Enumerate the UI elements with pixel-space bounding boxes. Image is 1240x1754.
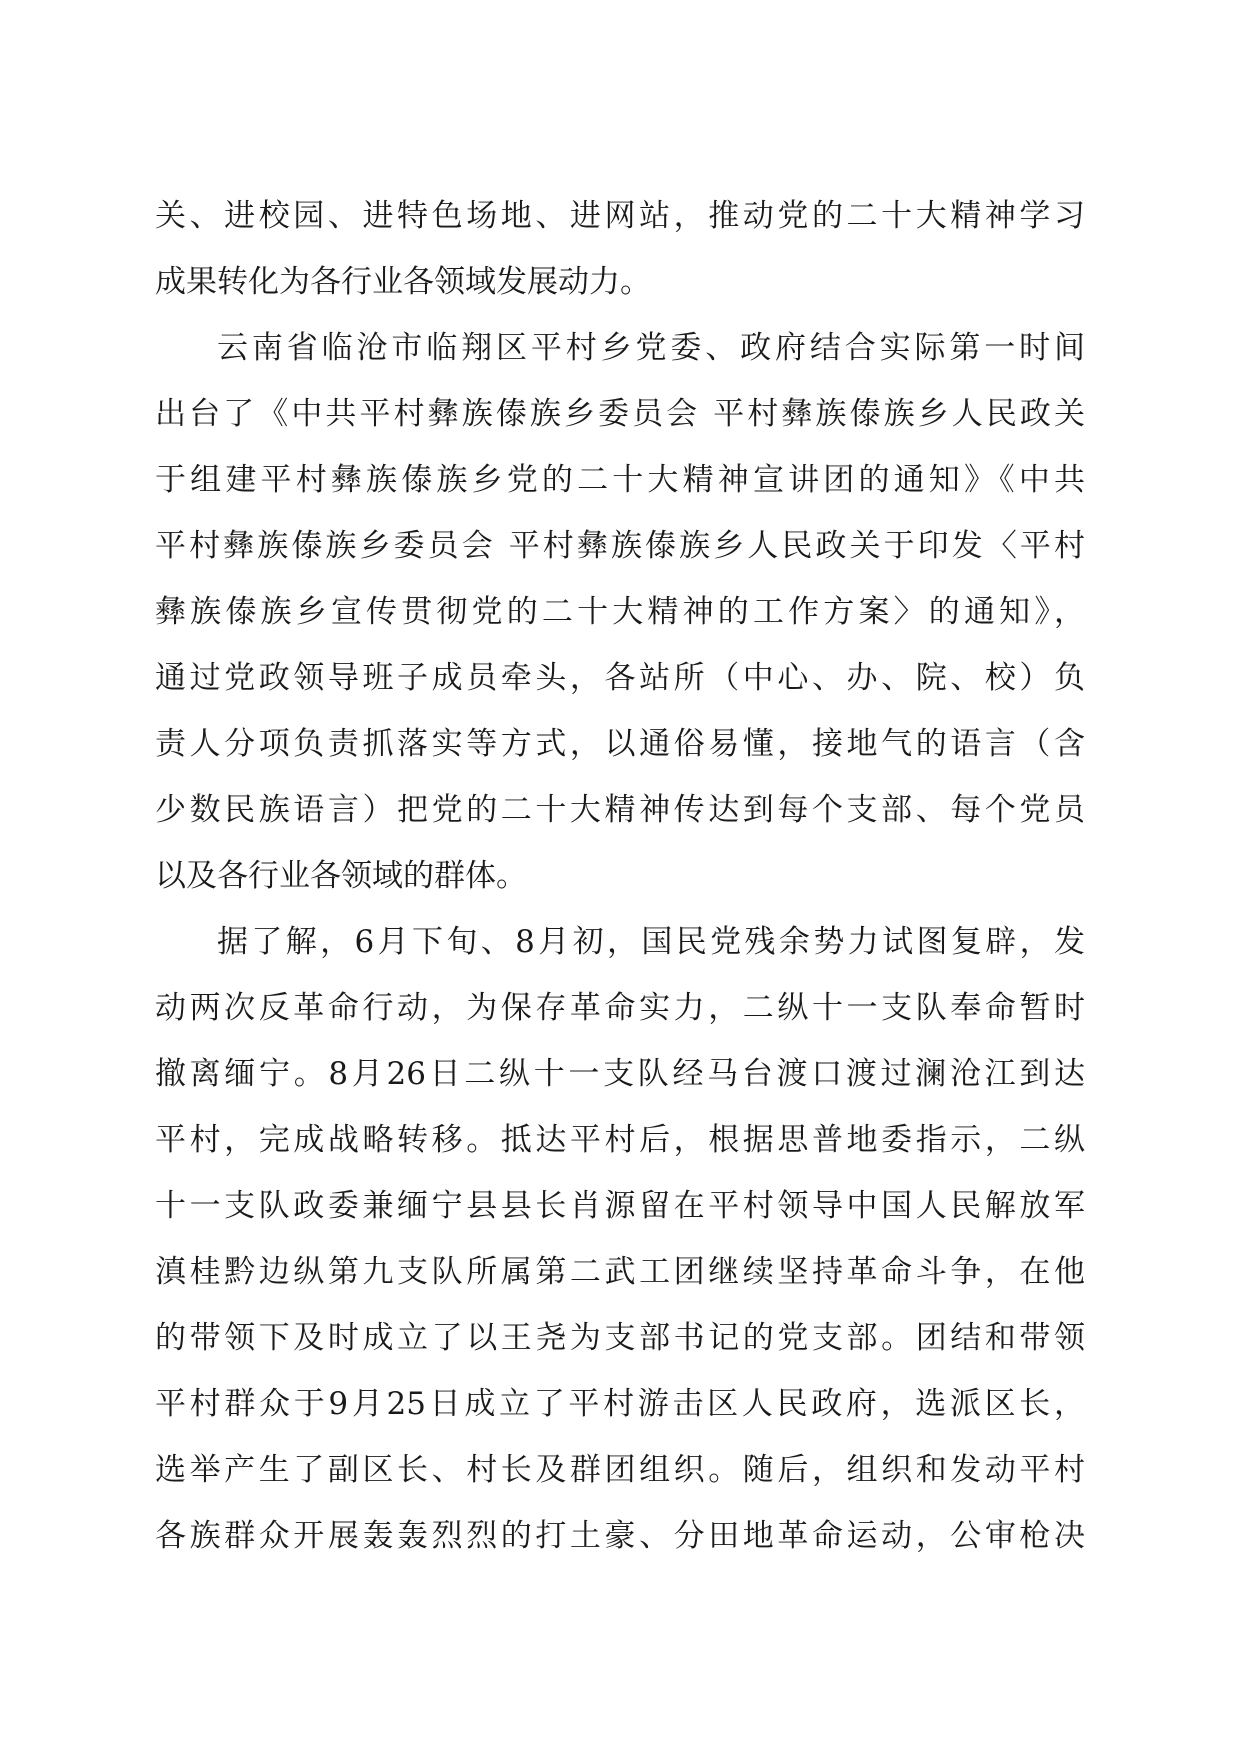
text-line: 平村群众于9月25日成立了平村游击区人民政府，选派区长，	[155, 1386, 1085, 1422]
paragraph-1	[155, 183, 1085, 315]
text-line: 撤离缅宁。8月26日二纵十一支队经马台渡口渡过澜沧江到达	[155, 1056, 1085, 1092]
text-line: 关、进校园、进特色场地、进网站，推动党的二十大精神学习	[155, 198, 1085, 234]
text-line: 成果转化为各行业各领域发展动力。	[155, 264, 651, 300]
text-line: 责人分项负责抓落实等方式，以通俗易懂，接地气的语言（含	[155, 726, 1085, 762]
text-line: 出台了《中共平村彝族傣族乡委员会 平村彝族傣族乡人民政关	[155, 396, 1085, 432]
text-line: 选举产生了副区长、村长及群团组织。随后，组织和发动平村	[155, 1452, 1085, 1488]
text-line: 平村彝族傣族乡委员会 平村彝族傣族乡人民政关于印发〈平村	[155, 528, 1085, 564]
text-line: 通过党政领导班子成员牵头，各站所（中心、办、院、校）负	[155, 660, 1085, 696]
text-line: 彝族傣族乡宣传贯彻党的二十大精神的工作方案〉的通知》，	[155, 594, 1085, 630]
text-line: 于组建平村彝族傣族乡党的二十大精神宣讲团的通知》《中共	[155, 462, 1085, 498]
text-line: 少数民族语言）把党的二十大精神传达到每个支部、每个党员	[155, 792, 1085, 828]
text-line: 据了解，6月下旬、8月初，国民党残余势力试图复辟，发	[217, 924, 1085, 960]
text-line: 平村，完成战略转移。抵达平村后，根据思普地委指示，二纵	[155, 1122, 1085, 1158]
document-body	[155, 183, 1085, 1569]
paragraph-3	[155, 909, 1085, 1569]
text-line: 滇桂黔边纵第九支队所属第二武工团继续坚持革命斗争，在他	[155, 1254, 1085, 1290]
text-line: 以及各行业各领域的群体。	[155, 858, 527, 894]
paragraph-2	[155, 315, 1085, 909]
text-line: 十一支队政委兼缅宁县县长肖源留在平村领导中国人民解放军	[155, 1188, 1085, 1224]
text-line: 各族群众开展轰轰烈烈的打土豪、分田地革命运动，公审枪决	[155, 1518, 1085, 1554]
text-line: 动两次反革命行动，为保存革命实力，二纵十一支队奉命暂时	[155, 990, 1085, 1026]
text-line: 的带领下及时成立了以王尧为支部书记的党支部。团结和带领	[155, 1320, 1085, 1356]
text-line: 云南省临沧市临翔区平村乡党委、政府结合实际第一时间	[217, 330, 1085, 366]
